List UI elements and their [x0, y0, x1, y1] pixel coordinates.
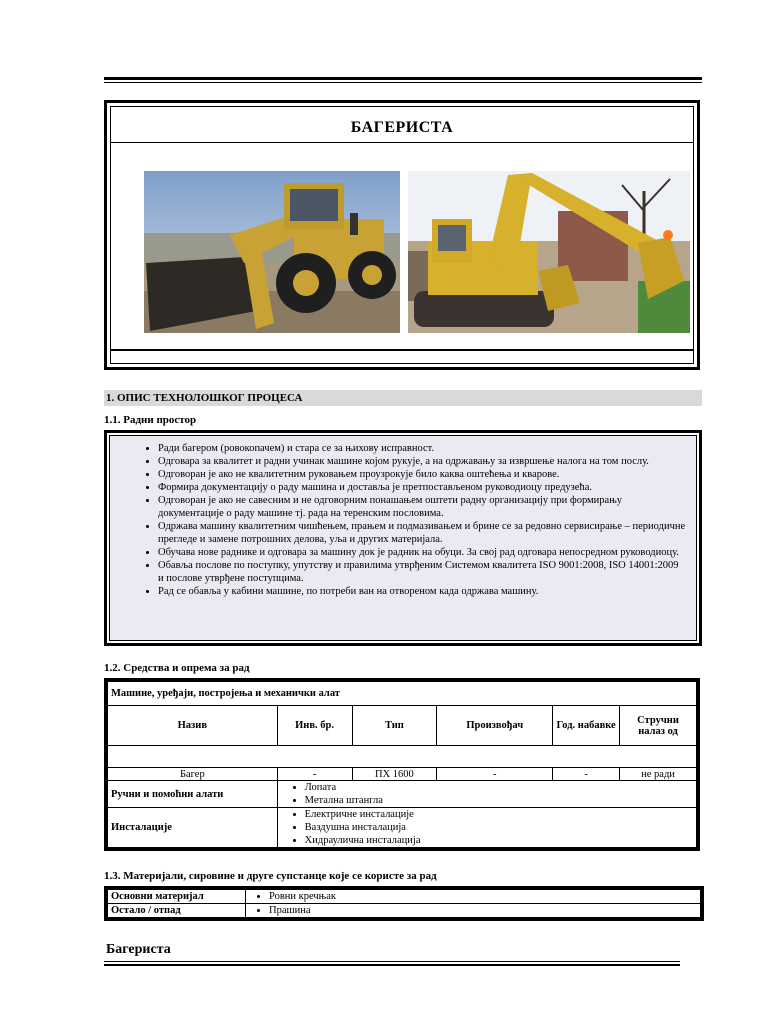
- title-bottom-separator: [111, 349, 693, 351]
- cell-name: Багер: [108, 768, 278, 781]
- column-header: Инв. бр.: [277, 706, 352, 746]
- material-value: • Прашина: [269, 904, 697, 917]
- column-header: Тип: [352, 706, 437, 746]
- list-item: • Рад се обавља у кабини машине, по потреби ван на отвореном када одржава машину.: [158, 585, 686, 598]
- list-item: • Ваздушна инсталација: [305, 821, 693, 834]
- equipment-table-frame: [104, 678, 700, 851]
- work-space-heading: 1.1. Радни простор: [104, 414, 197, 426]
- material-label: Основни материјал: [108, 890, 246, 904]
- installations-label: Инсталације: [108, 808, 278, 848]
- top-rule-thick: [104, 77, 702, 80]
- material-value: • Ровни кречњак: [269, 890, 697, 903]
- excavator-photo: [408, 171, 690, 333]
- empty-row: [108, 746, 697, 768]
- equipment-table-title: Машине, уређаји, постројења и механички алат: [108, 682, 697, 706]
- list-item: • Одржава машину квалитетним чишћењем, прањем и подмазивањем и брине се за редовно сервисирање – периодичне прегледе и замене потрошних делова, уља и других материјала.: [158, 520, 686, 546]
- footer-rule-thin: [104, 961, 680, 962]
- work-space-box: [104, 430, 702, 646]
- list-item: • Ради багером (ровокопачем) и стара се за њихову исправност.: [158, 442, 686, 455]
- top-rule-thin: [104, 82, 702, 83]
- list-item: • Електричне инсталације: [305, 808, 693, 821]
- cell-inv: -: [277, 768, 352, 781]
- hand-tools-label: Ручни и помоћни алати: [108, 781, 278, 808]
- list-item: • Обавља послове по поступку, упутству и правилима утврђеним Системом квалитета ISO 9001:2008, ISO 14001:2009 и послове утврђене поступцима.: [158, 559, 686, 585]
- table-row: [108, 890, 701, 904]
- table-row: [108, 768, 697, 781]
- equipment-heading: 1.2. Средства и опрема за рад: [104, 662, 250, 674]
- materials-heading: 1.3. Материјали, сировине и друге супстанце које се користе за рад: [104, 870, 437, 882]
- list-item: • Одговара за квалитет и радни учинак машине којом рукује, а на одржавању за извршење налога на том послу.: [158, 455, 686, 468]
- footer-rule-thick: [104, 964, 680, 966]
- section-heading: 1. ОПИС ТЕХНОЛОШКОГ ПРОЦЕСА: [104, 390, 702, 406]
- equipment-table: [107, 681, 697, 848]
- page-title: БАГЕРИСТА: [350, 119, 454, 136]
- list-item: • Одговоран је ако не савесним и не одговорним понашањем оштети радну организацију при формирању документације о раду машине тј. рада на теренским пословима.: [158, 494, 686, 520]
- column-header: Назив: [108, 706, 278, 746]
- list-item: • Одговоран је ако не квалитетним руковањем проузрокује било каква оштећења и кварове.: [158, 468, 686, 481]
- column-header: Год. набавке: [553, 706, 620, 746]
- column-header: Произвођач: [437, 706, 553, 746]
- hand-tools-list: [281, 781, 693, 807]
- list-item: • Хидраулична инсталација: [305, 834, 693, 847]
- materials-table-frame: [104, 886, 704, 921]
- footer-title: Багериста: [106, 942, 171, 957]
- work-space-list: [116, 442, 686, 598]
- wheel-loader-photo: [144, 171, 400, 333]
- list-item: • Формира документацију о раду машина и доставља је претпостављеном руководиоцу предузећа.: [158, 481, 686, 494]
- column-header: Стручни налаз од: [620, 706, 697, 746]
- list-item: • Обучава нове раднике и одговара за машину док је радник на обуци. За свој рад одговара непосредном руководиоцу.: [158, 546, 686, 559]
- materials-table: [107, 889, 701, 918]
- table-row: [108, 904, 701, 918]
- material-label: Остало / отпад: [108, 904, 246, 918]
- cell-year: -: [553, 768, 620, 781]
- installations-list: [281, 808, 693, 847]
- title-separator: [111, 142, 693, 143]
- list-item: • Метална штангла: [305, 794, 693, 807]
- cell-maker: -: [437, 768, 553, 781]
- cell-report: не ради: [620, 768, 697, 781]
- title-box: [104, 100, 700, 370]
- list-item: • Лопата: [305, 781, 693, 794]
- cell-type: ПХ 1600: [352, 768, 437, 781]
